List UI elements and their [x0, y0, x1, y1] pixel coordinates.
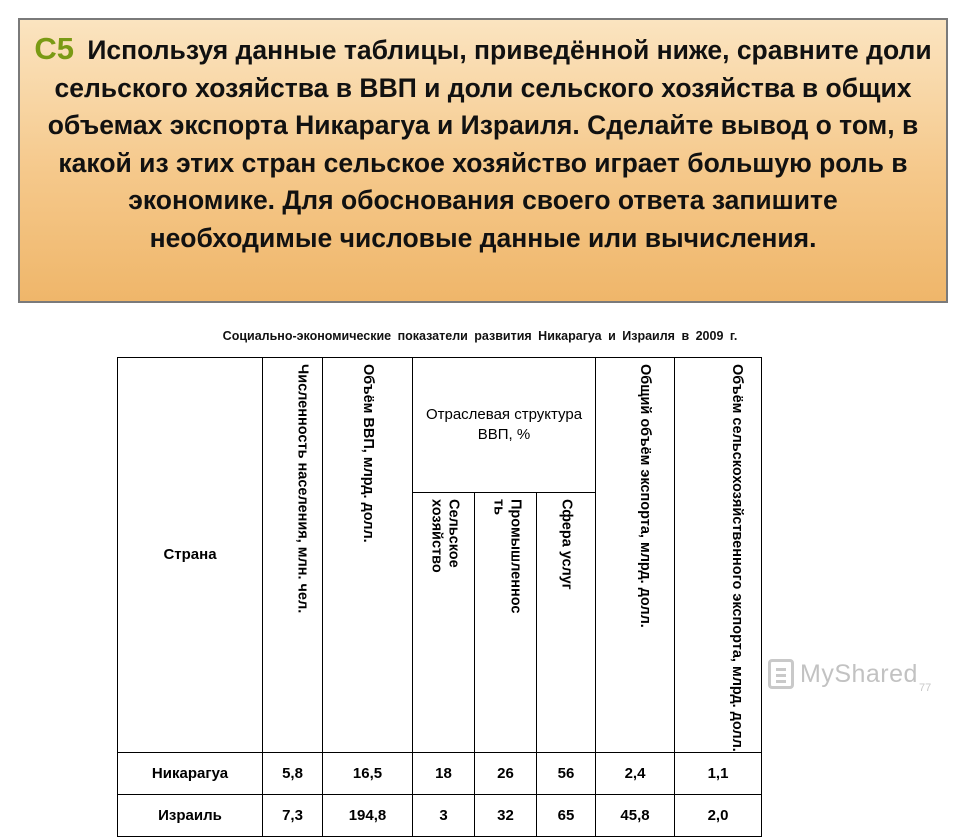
cell-services: 65: [537, 794, 596, 836]
myshared-watermark: [768, 656, 938, 692]
task-box: [18, 18, 948, 303]
cell-industry: 32: [475, 794, 537, 836]
header-export-agri: Объём сельскохозяйственного экспорта, млрд. долл.: [675, 358, 762, 753]
header-export-total: Общий объём экспорта, млрд. долл.: [596, 358, 675, 753]
cell-gdp: 16,5: [323, 752, 413, 794]
cell-population: 5,8: [263, 752, 323, 794]
cell-export-total: 45,8: [596, 794, 675, 836]
cell-export-agri: 2,0: [675, 794, 762, 836]
header-country: Страна: [118, 358, 263, 753]
table-row: [118, 794, 762, 836]
header-population: Численность населения, млн. чел.: [263, 358, 323, 753]
header-agriculture: Сельское хозяйство: [413, 492, 475, 752]
cell-export-agri: 1,1: [675, 752, 762, 794]
cell-industry: 26: [475, 752, 537, 794]
cell-agriculture: 3: [413, 794, 475, 836]
header-industry: Промышленность: [475, 492, 537, 752]
row-country: Никарагуа: [118, 752, 263, 794]
presentation-icon: [768, 659, 794, 689]
cell-agriculture: 18: [413, 752, 475, 794]
header-gdp: Объём ВВП, млрд. долл.: [323, 358, 413, 753]
cell-gdp: 194,8: [323, 794, 413, 836]
page-number: 77: [919, 682, 932, 694]
row-country: Израиль: [118, 794, 263, 836]
table-caption: Социально-экономические показатели развития Никарагуа и Израиля в 2009 г.: [222, 329, 738, 343]
table-row: [118, 752, 762, 794]
header-services: Сфера услуг: [537, 492, 596, 752]
cell-population: 7,3: [263, 794, 323, 836]
cell-export-total: 2,4: [596, 752, 675, 794]
cell-services: 56: [537, 752, 596, 794]
watermark-text: MyShared: [800, 659, 918, 688]
task-text: Используя данные таблицы, приведённой ниже, сравните доли сельского хозяйства в ВВП и доли сельского хозяйства в общих объемах экспорта Никарагуа и Израиля. Сделайте вывод о том, в какой из этих стран сельское хозяйство играет большую роль в экономике. Для обоснования своего ответа запишите необходимые числовые данные или вычисления.: [47, 35, 932, 253]
task-number: С5: [34, 31, 74, 66]
indicators-table: [117, 357, 762, 837]
header-structure: Отраслевая структура ВВП, %: [413, 358, 596, 493]
